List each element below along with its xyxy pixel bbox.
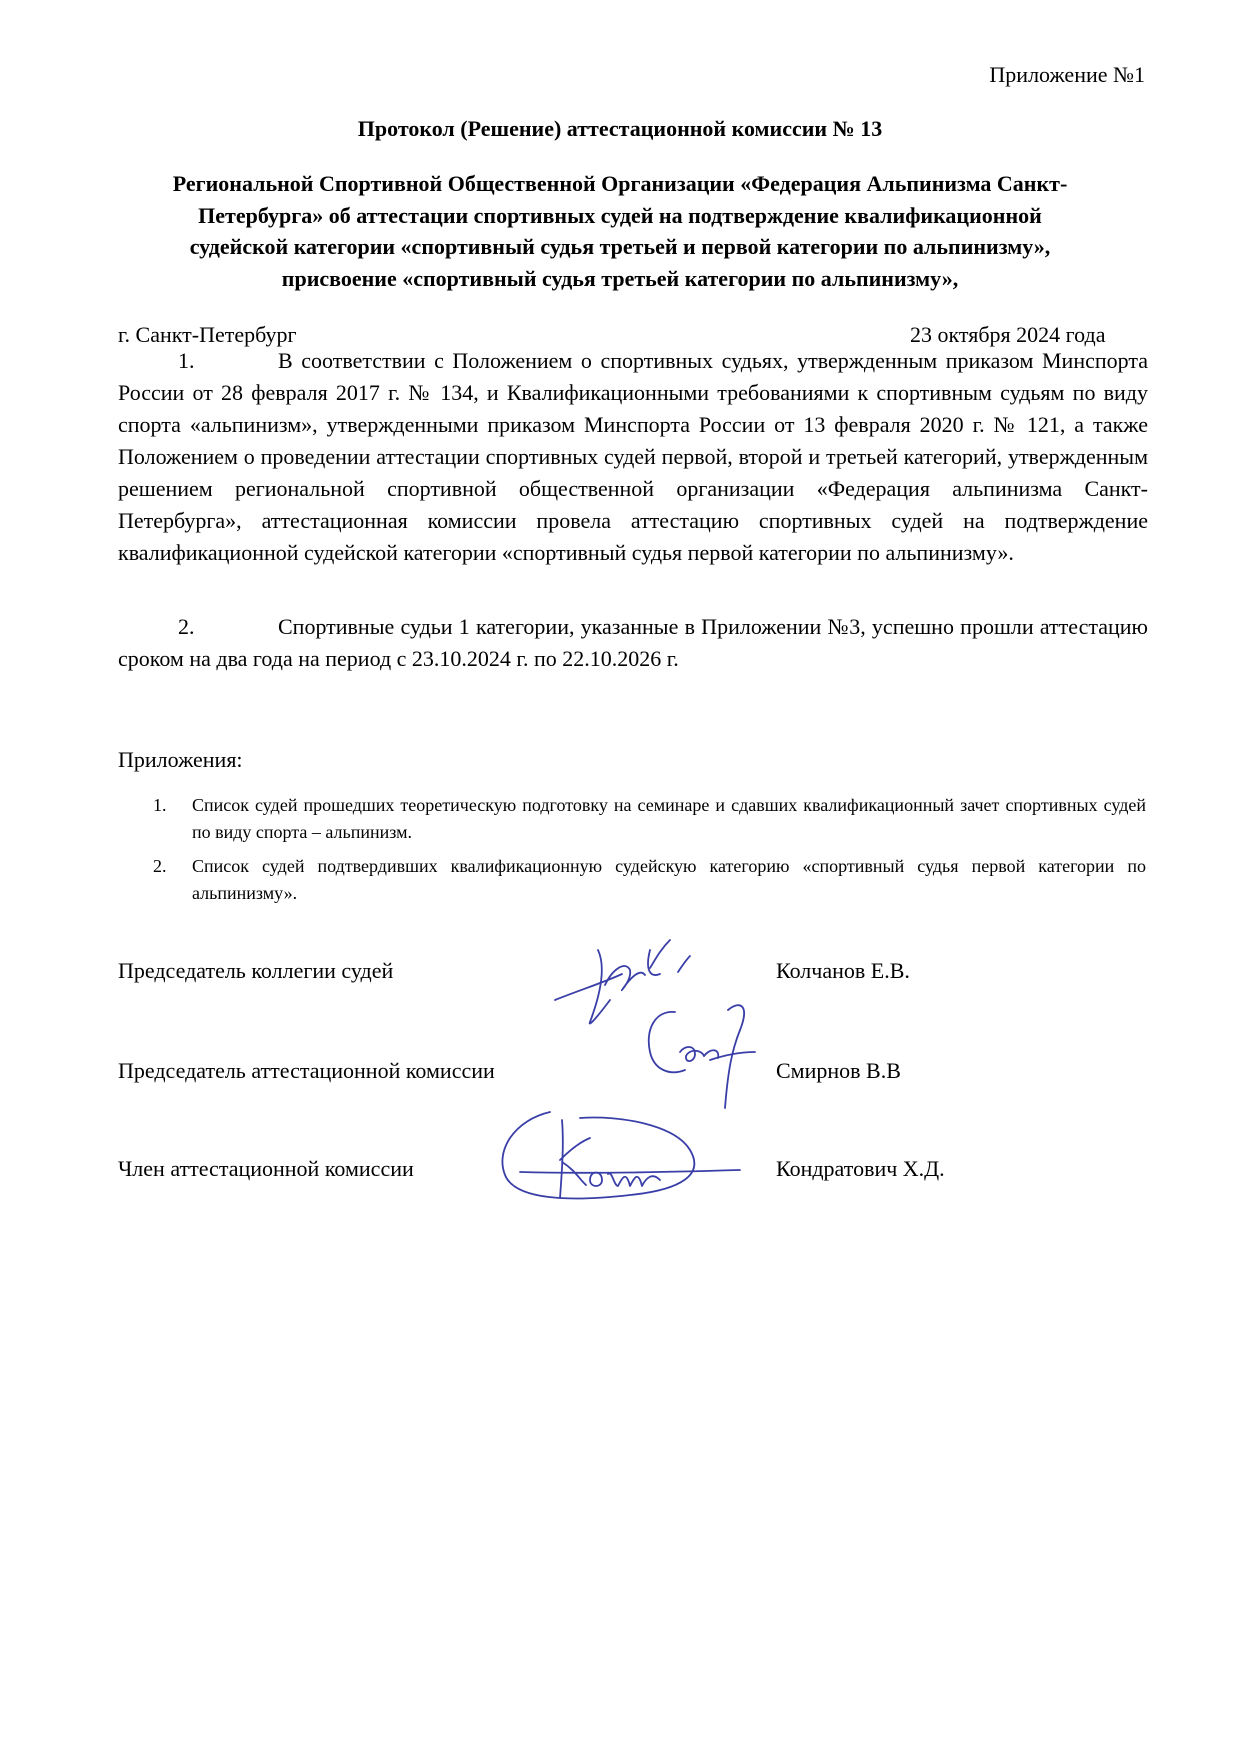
paragraph-1 [118, 345, 1148, 569]
document-date: 23 октября 2024 года [910, 322, 1106, 347]
signature-kondratovich [490, 1100, 750, 1210]
signatory-name: Колчанов Е.В. [776, 958, 910, 983]
paragraph-2 [118, 611, 1148, 675]
list-item-number: 2. [153, 856, 167, 876]
subtitle-line: Петербурга» об аттестации спортивных судей на подтверждение квалификационной [198, 202, 1042, 228]
list-item [150, 853, 1146, 907]
appendices-heading: Приложения: [118, 747, 243, 772]
document-subtitle [110, 168, 1130, 294]
paragraph-text: В соответствии с Положением о спортивных судьях, утвержденным приказом Минспорта России от 28 февраля 2017 г. № 134, и Квалификационными требованиями к спортивным судьям по виду спорта «альпинизм», утвержденными приказом Минспорта России от 13 февраля 2020 г. № 121, а также Положением о проведении аттестации спортивных судей первой, второй и третьей категорий, утвержденным решением региональной спортивной общественной организации «Федерация альпинизма Санкт-Петербурга», аттестационная комиссии провела аттестацию спортивных судей на подтверждение квалификационной судейской категории «спортивный судья первой категории по альпинизму». [118, 348, 1148, 565]
signature-row-chair-commission [118, 1056, 1148, 1096]
subtitle-line: судейской категории «спортивный судья третьей и первой категории по альпинизму», [189, 234, 1051, 259]
subtitle-line: Региональной Спортивной Общественной Организации «Федерация Альпинизма Санкт- [172, 171, 1068, 196]
appendix-label: Приложение №1 [989, 62, 1145, 87]
signatory-role: Председатель коллегии судей [118, 958, 394, 983]
paragraph-number: 1. [178, 348, 195, 373]
document-title: Протокол (Решение) аттестационной комиссии № 13 [357, 116, 883, 141]
signatory-role: Член аттестационной комиссии [118, 1156, 414, 1181]
signatory-name: Смирнов В.В [776, 1058, 901, 1083]
appendices-list [150, 792, 1146, 914]
paragraph-text: Спортивные судьи 1 категории, указанные в Приложении №3, успешно прошли аттестацию сроком на два года на период с 23.10.2024 г. по 22.10.2026 г. [118, 614, 1148, 671]
signature-smirnov [640, 990, 770, 1115]
list-item-number: 1. [153, 795, 167, 815]
city: г. Санкт-Петербург [118, 322, 297, 347]
signatory-role: Председатель аттестационной комиссии [118, 1058, 495, 1083]
signatory-name: Кондратович Х.Д. [776, 1156, 945, 1181]
subtitle-line: присвоение «спортивный судья третьей категории по альпинизму», [281, 265, 959, 291]
paragraph-number: 2. [178, 614, 195, 639]
list-item-text: Список судей подтвердивших квалификационную судейскую категорию «спортивный судья первой категории по альпинизму». [192, 856, 1146, 903]
list-item-text: Список судей прошедших теоретическую подготовку на семинаре и сдавших квалификационный зачет спортивных судей по виду спорта – альпинизм. [192, 795, 1146, 842]
list-item [150, 792, 1146, 846]
